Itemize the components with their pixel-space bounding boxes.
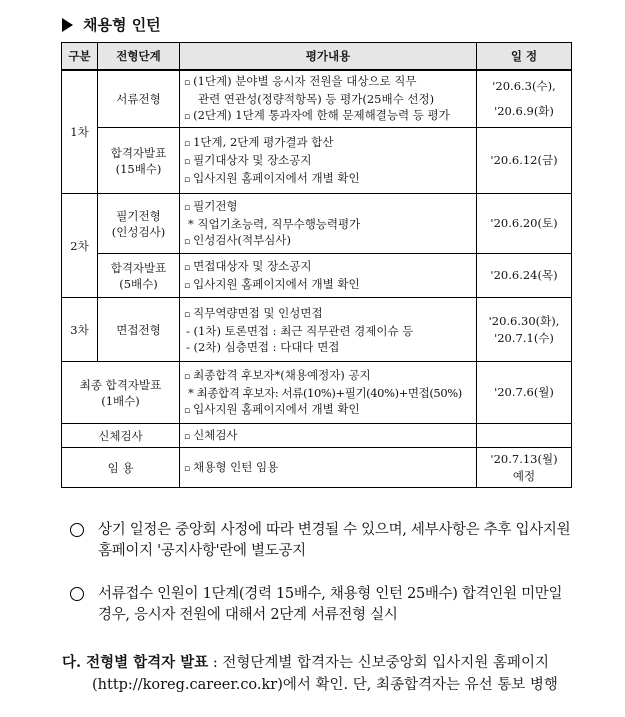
round-cell: 2차 [62,194,98,298]
date-cell: '20.6.20(토) [477,194,572,254]
header-schedule: 일 정 [477,43,572,71]
announcement-text: : 전형단계별 합격자는 신보중앙회 입사지원 홈페이지 [208,655,549,671]
date-line: '20.6.9(화) [494,104,554,118]
content-line: ▫ 1단계, 2단계 평가결과 합산 [184,134,334,149]
heading-text: 채용형 인턴 [83,16,161,34]
table-row [62,254,572,298]
table-row [62,362,572,424]
square-bullet-icon: ▫ [184,78,191,88]
content-cell [180,254,477,298]
note-text: 상기 일정은 중앙회 사정에 따라 변경될 수 있으며, 세부사항은 추후 입사지원 홈페이지 '공지사항'란에 별도공지 [98,522,571,559]
content-line: * 최종합격 후보자: 서류(10%)+필기(40%)+면접(50%) [188,385,462,400]
round-cell: 3차 [62,298,98,362]
table-row [62,298,572,362]
stage-line: 최종 합격자발표 [79,377,162,392]
content-cell [180,448,477,488]
content-line: - (1차) 토론면접 : 최근 직무관련 경제이슈 등 [186,323,414,338]
date-line: '20.7.13(월) [490,451,558,466]
content-line: ▫ 인성검사(적부심사) [184,232,291,247]
header-content: 평가내용 [180,43,477,71]
circle-bullet-icon [70,587,84,601]
announcement-section [62,652,587,696]
content-line: 관련 연관성(정량적항목) 등 평가(25배수 선정) [198,92,435,106]
square-bullet-icon: ▫ [184,431,191,442]
table-row [62,194,572,254]
content-line: ▫ 입사지원 홈페이지에서 개별 확인 [184,276,360,291]
announcement-label: 다. 전형별 합격자 발표 [62,654,209,671]
triangle-bullet-icon [62,18,73,32]
date-cell [477,70,572,128]
date-cell [477,448,572,488]
square-bullet-icon: ▫ [184,156,191,167]
date-cell: '20.7.6(월) [477,362,572,424]
stage-line: (15배수) [115,161,162,176]
stage-cell [98,254,180,298]
content-line: ▫ 필기대상자 및 장소공지 [184,152,312,167]
stage-cell: 서류전형 [98,70,180,128]
date-spacer [481,95,567,103]
header-category: 구분 [62,43,98,71]
square-bullet-icon: ▫ [184,371,191,382]
content-line: ▫ 면접대상자 및 장소공지 [184,258,312,273]
table-row [62,424,572,448]
square-bullet-icon: ▫ [184,174,191,185]
content-cell [180,298,477,362]
content-line: * 직업기초능력, 직무수행능력평가 [188,216,361,231]
table-header-row [62,43,572,71]
announcement-text-cont: (http://koreg.career.co.kr)에서 확인. 단, 최종합격자는 유선 통보 병행 [92,677,558,693]
square-bullet-icon: ▫ [184,262,191,273]
content-cell [180,70,477,128]
date-cell [477,298,572,362]
content-line: ▫ 입사지원 홈페이지에서 개별 확인 [184,401,360,416]
header-stage: 전형단계 [98,43,180,71]
stage-line: (인성검사) [111,224,166,239]
stage-cell: 면접전형 [98,298,180,362]
date-line: 예정 [512,468,536,483]
stage-line: (1배수) [101,393,140,408]
square-bullet-icon: ▫ [184,463,191,474]
square-bullet-icon: ▫ [184,138,191,149]
stage-cell [62,362,180,424]
stage-cell [98,128,180,194]
table-row [62,128,572,194]
note-item [70,584,580,626]
note-text: 서류접수 인원이 1단계(경력 15배수, 채용형 인턴 25배수) 합격인원 미만일 경우, 응시자 전원에 대해서 2단계 서류전형 실시 [98,586,563,623]
content-line: ▫ 신체검사 [184,427,238,442]
content-line: ▫ 입사지원 홈페이지에서 개별 확인 [184,170,360,185]
date-cell: '20.6.24(목) [477,254,572,298]
square-bullet-icon: ▫ [184,309,191,320]
content-line: ▫ 직무역량면접 및 인성면접 [184,305,323,320]
square-bullet-icon: ▫ [184,202,191,213]
table-row [62,448,572,488]
square-bullet-icon: ▫ [184,112,191,122]
notes-list [70,520,580,648]
stage-line: 필기전형 [116,208,161,223]
stage-line: (5배수) [119,276,158,291]
content-line: ▫ 채용형 인턴 임용 [184,459,279,474]
content-line: - (2차) 심층면접 : 다대다 면접 [186,339,340,354]
square-bullet-icon: ▫ [184,236,191,247]
date-line: '20.6.3(수), [492,79,556,93]
content-line: ▫ (2단계) 1단계 통과자에 한해 문제해결능력 등 평가 [184,108,450,122]
content-cell [180,424,477,448]
content-cell [180,128,477,194]
stage-cell [98,194,180,254]
date-line: '20.7.1(수) [494,330,554,345]
note-item [70,520,580,562]
content-cell [180,194,477,254]
content-line: ▫ 필기전형 [184,198,238,213]
square-bullet-icon: ▫ [184,280,191,291]
stage-line: 합격자발표 [110,145,167,160]
content-cell [180,362,477,424]
stage-line: 합격자발표 [110,260,167,275]
schedule-table [61,42,572,488]
stage-cell: 신체검사 [62,424,180,448]
date-cell: '20.6.12(금) [477,128,572,194]
circle-bullet-icon [70,523,84,537]
content-line: ▫ (1단계) 분야별 응시자 전원을 대상으로 직무 [184,74,417,88]
date-line: '20.6.30(화), [488,313,560,328]
section-heading [62,14,161,35]
table-row [62,70,572,128]
stage-cell: 임 용 [62,448,180,488]
content-line: ▫ 최종합격 후보자*(채용예정자) 공지 [184,367,371,382]
date-cell [477,424,572,448]
round-cell: 1차 [62,70,98,194]
square-bullet-icon: ▫ [184,405,191,416]
